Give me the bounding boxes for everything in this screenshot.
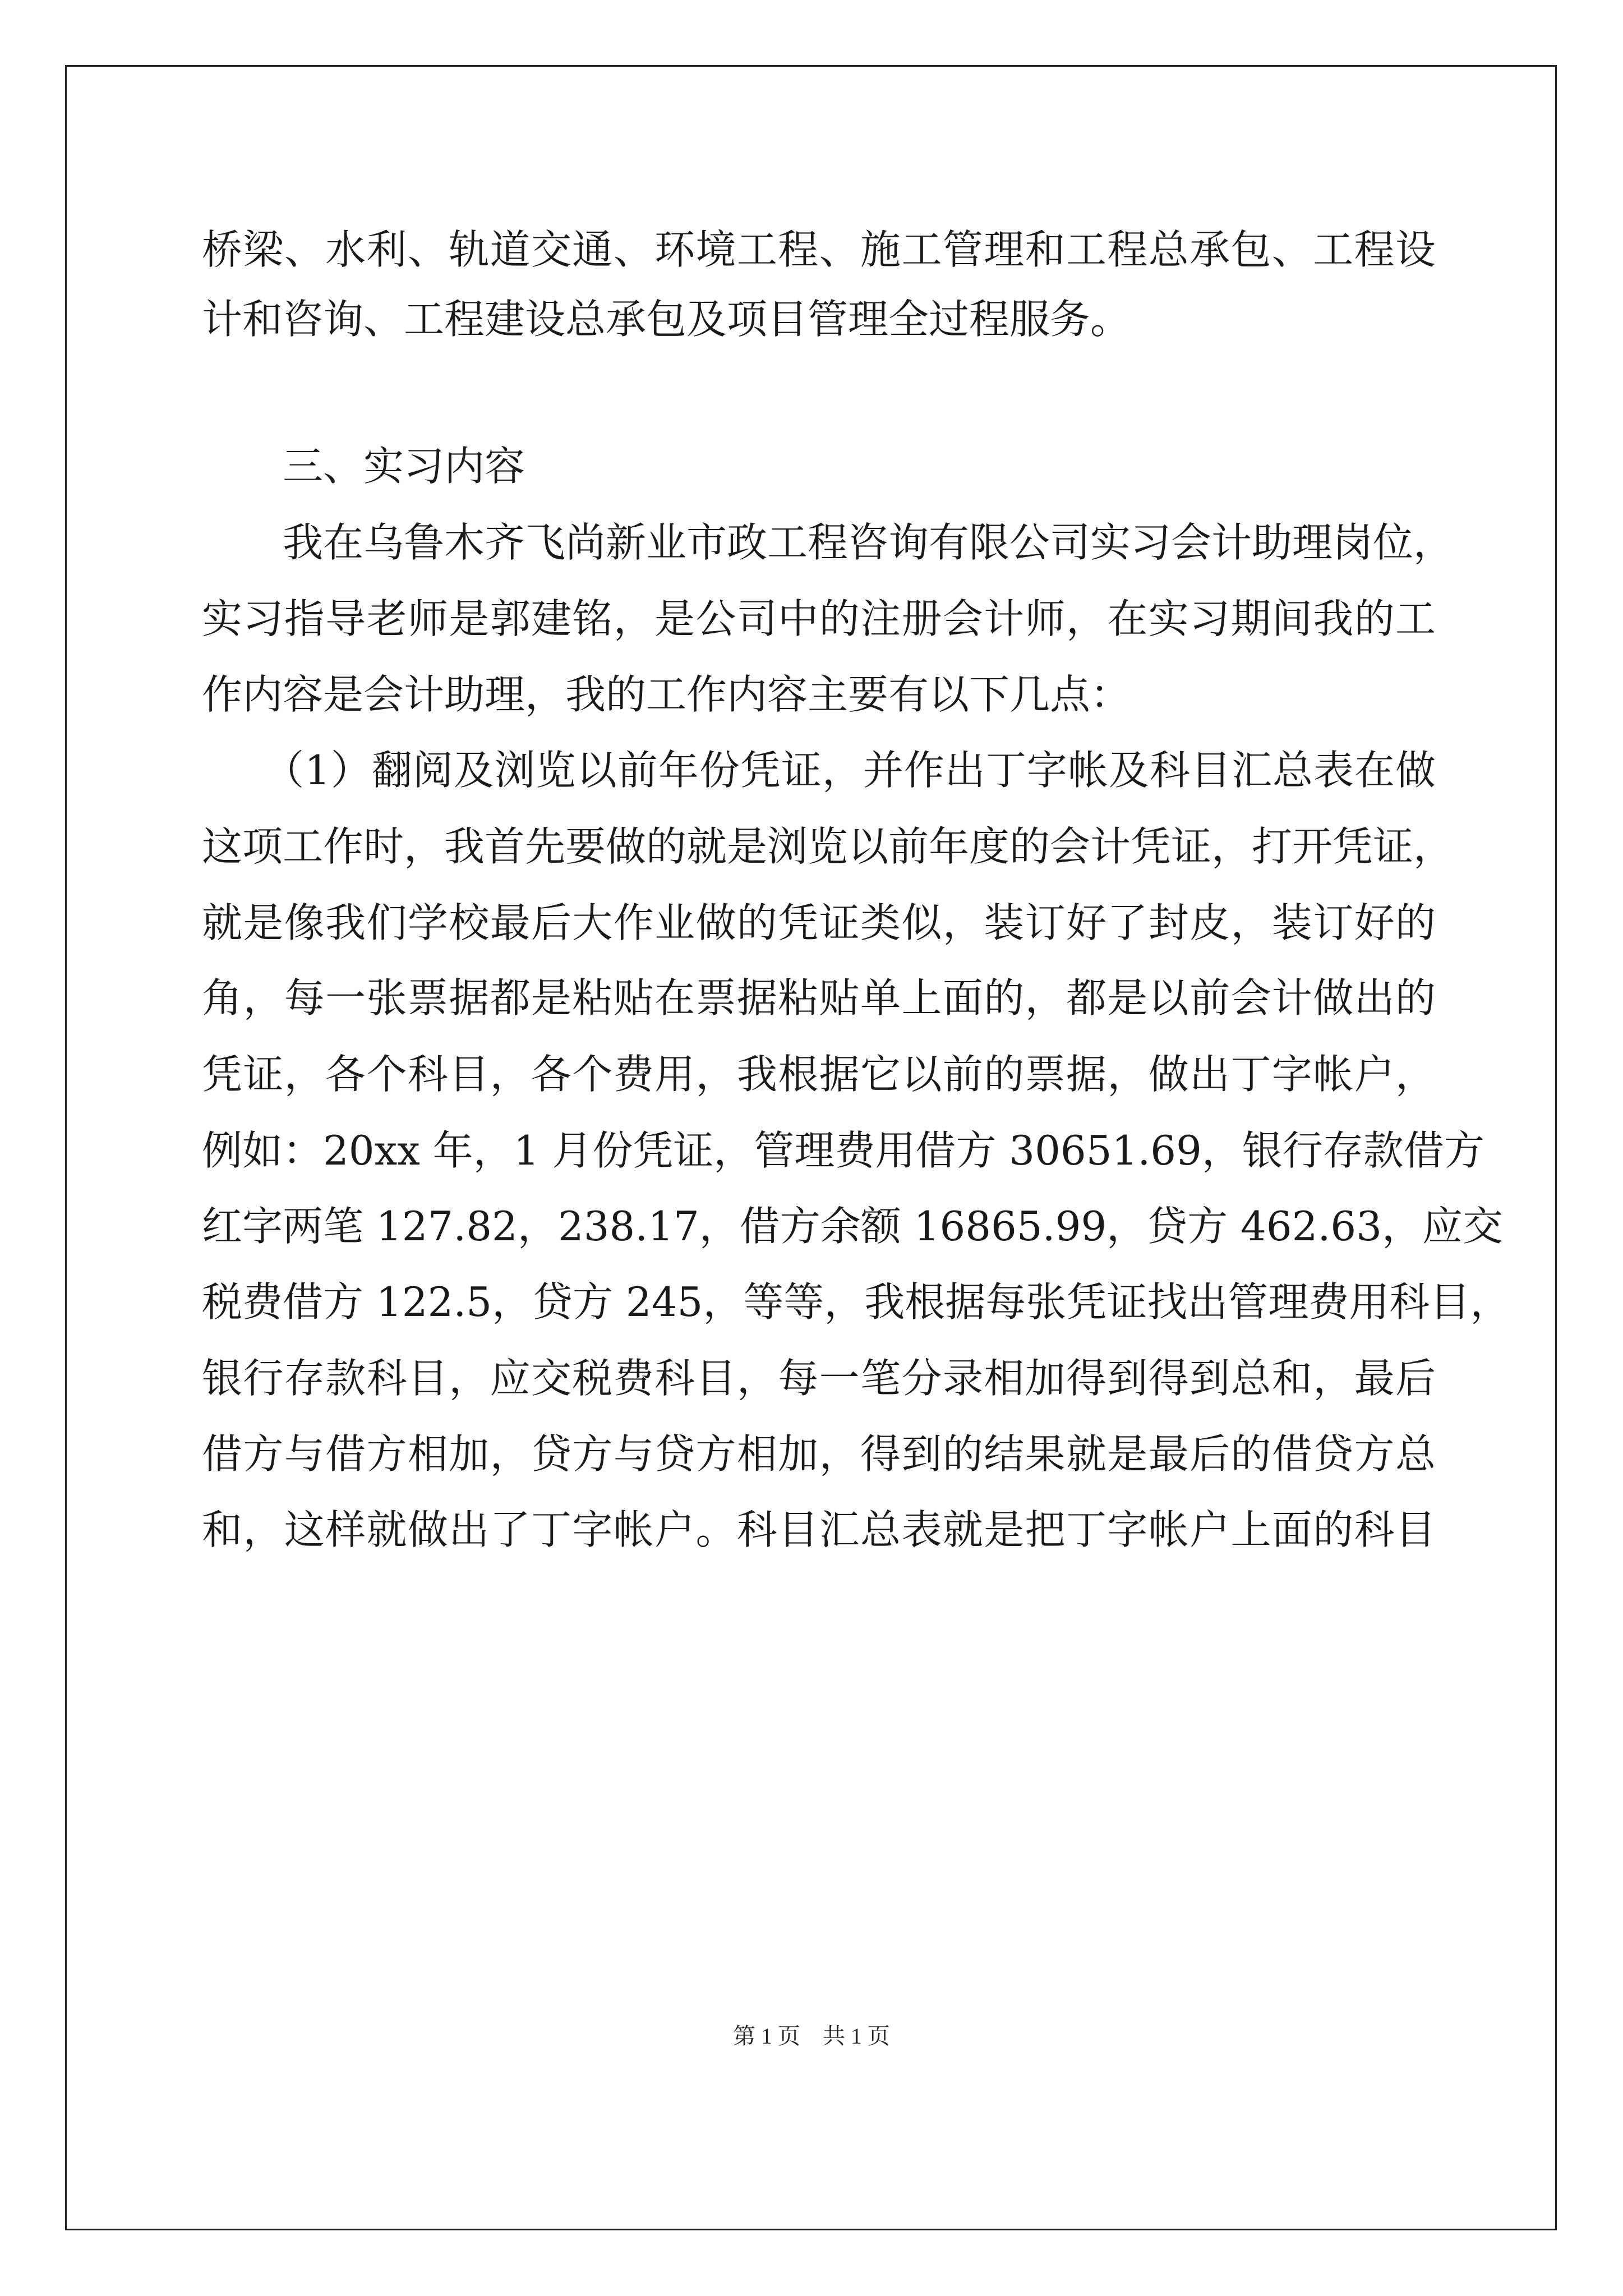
body-line: 和，这样就做出了丁字帐户。科目汇总表就是把丁字帐户上面的科目	[202, 1506, 1436, 1553]
body-line: 作内容是会计助理，我的工作内容主要有以下几点：	[202, 671, 1131, 718]
body-line: 借方与借方相加，贷方与贷方相加，得到的结果就是最后的借贷方总	[202, 1430, 1436, 1478]
body-line: 税费借方 122.5，贷方 245，等等，我根据每张凭证找出管理费用科目，	[202, 1278, 1511, 1326]
page-footer	[0, 2019, 1623, 2053]
body-line: 桥梁、水利、轨道交通、环境工程、施工管理和工程总承包、工程设	[202, 226, 1436, 273]
body-line: 实习指导老师是郭建铭，是公司中的注册会计师，在实习期间我的工	[202, 595, 1436, 642]
body-line: 就是像我们学校最后大作业做的凭证类似，装订好了封皮，装订好的	[202, 899, 1436, 946]
body-line: 这项工作时，我首先要做的就是浏览以前年度的会计凭证，打开凭证，	[202, 823, 1454, 870]
body-line: 银行存款科目，应交税费科目，每一笔分录相加得到得到总和，最后	[202, 1355, 1436, 1402]
page-number: 第 1 页	[733, 2023, 800, 2049]
body-line: 凭证，各个科目，各个费用，我根据它以前的票据，做出丁字帐户，	[202, 1051, 1436, 1098]
body-line: 我在乌鲁木齐飞尚新业市政工程咨询有限公司实习会计助理岗位，	[283, 519, 1454, 566]
list-item-heading: （1）翻阅及浏览以前年份凭证，并作出丁字帐及科目汇总表在做	[264, 747, 1436, 794]
body-line: 计和咨询、工程建设总承包及项目管理全过程服务。	[202, 296, 1131, 343]
body-line: 角，每一张票据都是粘贴在票据粘贴单上面的，都是以前会计做出的	[202, 974, 1436, 1022]
body-line: 例如：20xx 年，1 月份凭证，管理费用借方 30651.69，银行存款借方	[202, 1127, 1484, 1174]
body-line: 红字两笔 127.82，238.17，借方余额 16865.99，贷方 462.63，应交	[202, 1203, 1503, 1250]
section-heading: 三、实习内容	[283, 443, 525, 490]
page-total: 共 1 页	[823, 2023, 890, 2049]
